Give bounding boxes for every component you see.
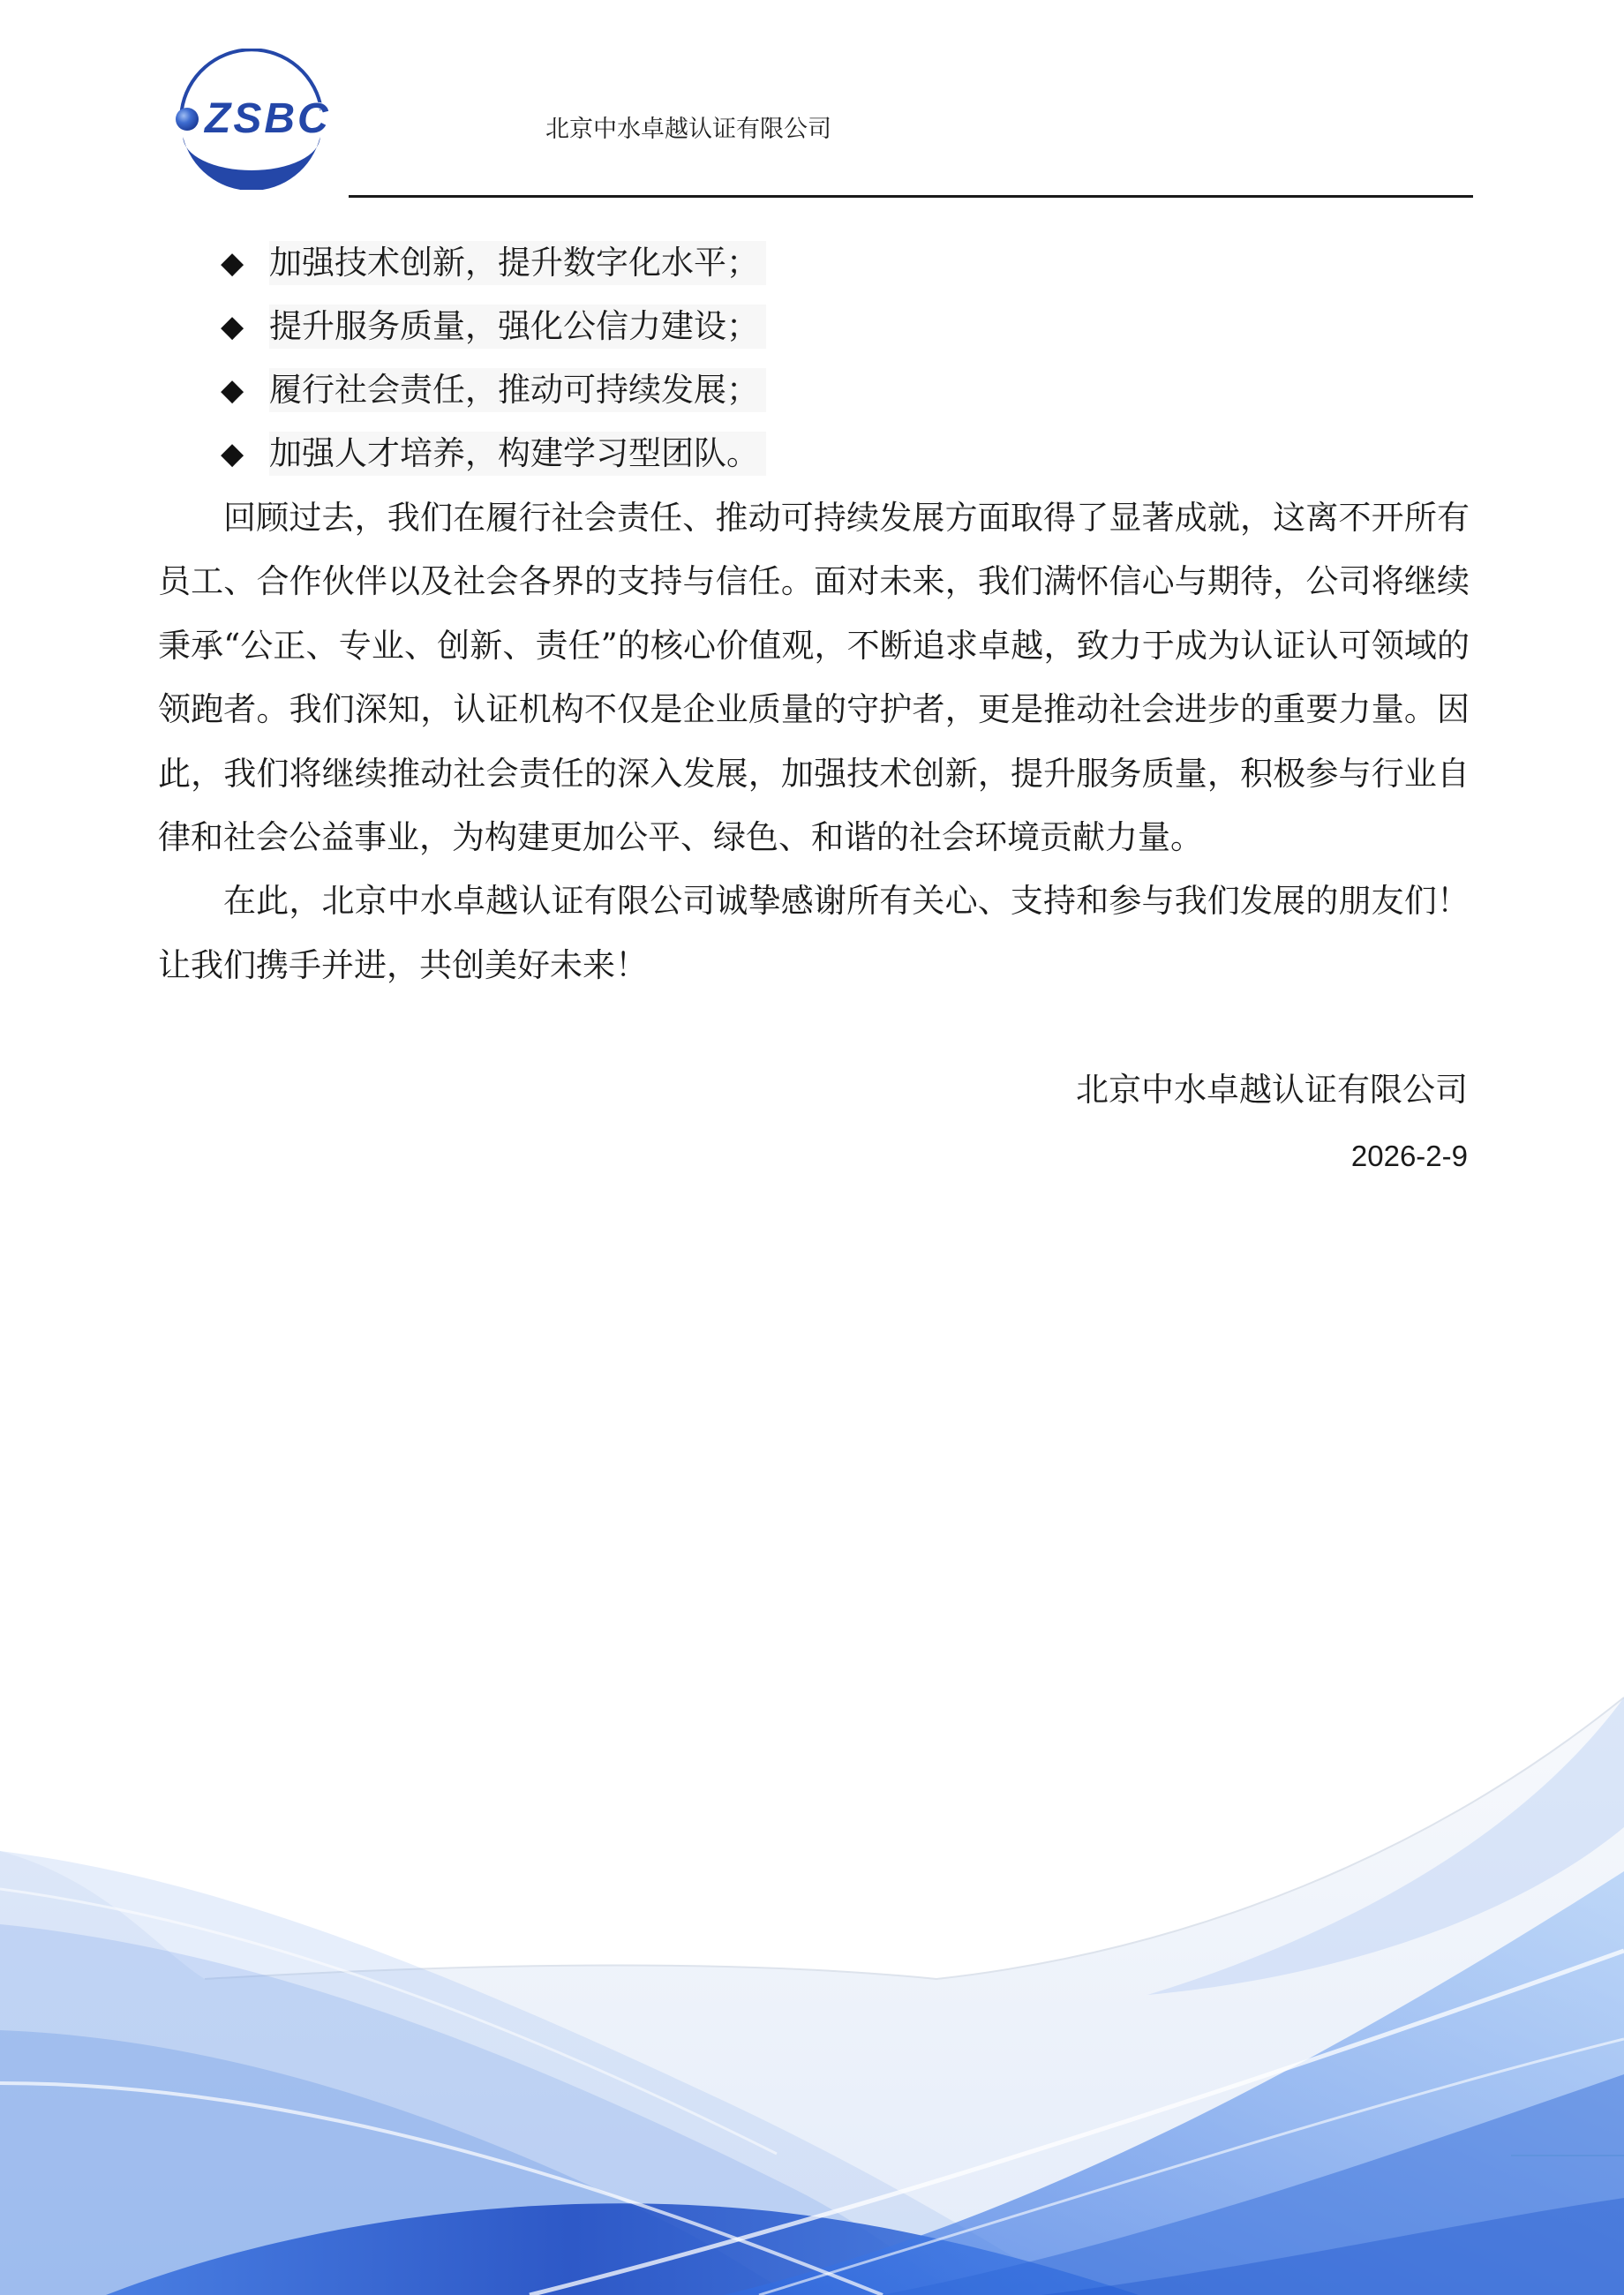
bullet-list (221, 231, 766, 485)
logo-lettering: ZSBC (205, 95, 331, 142)
body-paragraph: 回顾过去，我们在履行社会责任、推动可持续发展方面取得了显著成就，这离不开所有员工、合作伙伴以及社会各界的支持与信任。面对未来，我们满怀信心与期待，公司将继续秉承“公正、专业、创新、责任”的核心价值观，不断追求卓越，致力于成为认证认可领域的领跑者。我们深知，认证机构不仅是企业质量的守护者，更是推动社会进步的重要力量。因此，我们将继续推动社会责任的深入发展，加强技术创新，提升服务质量，积极参与行业自律和社会公益事业，为构建更加公平、绿色、和谐的社会环境贡献力量。 (158, 499, 1470, 857)
header-company-name: 北京中水卓越认证有限公司 (545, 116, 831, 143)
zsbc-logo (168, 49, 344, 190)
bullet-item (221, 358, 766, 422)
bullet-text: 加强技术创新，提升数字化水平； (269, 241, 766, 285)
body-text (158, 486, 1470, 997)
closing-date: 2026-2-9 (1350, 1140, 1468, 1172)
body-paragraph: 在此，北京中水卓越认证有限公司诚挚感谢所有关心、支持和参与我们发展的朋友们！让我们携手并进，共创美好未来！ (158, 882, 1470, 984)
header-rule (349, 195, 1473, 198)
bullet-text: 提升服务质量，强化公信力建设； (269, 305, 766, 349)
diamond-bullet-icon: ◆ (221, 372, 244, 408)
bullet-item (221, 231, 766, 295)
logo-ball-icon (176, 108, 199, 131)
logo-bottom-crescent (183, 137, 320, 190)
bullet-text: 加强人才培养，构建学习型团队。 (269, 432, 766, 476)
bullet-text: 履行社会责任，推动可持续发展； (269, 368, 766, 412)
closing-company-name: 北京中水卓越认证有限公司 (1076, 1071, 1468, 1109)
diamond-bullet-icon: ◆ (221, 309, 244, 344)
decorative-wave-background (0, 1659, 1624, 2295)
bullet-item (221, 295, 766, 358)
diamond-bullet-icon: ◆ (221, 436, 244, 471)
bullet-item (221, 422, 766, 485)
diamond-bullet-icon: ◆ (221, 245, 244, 281)
